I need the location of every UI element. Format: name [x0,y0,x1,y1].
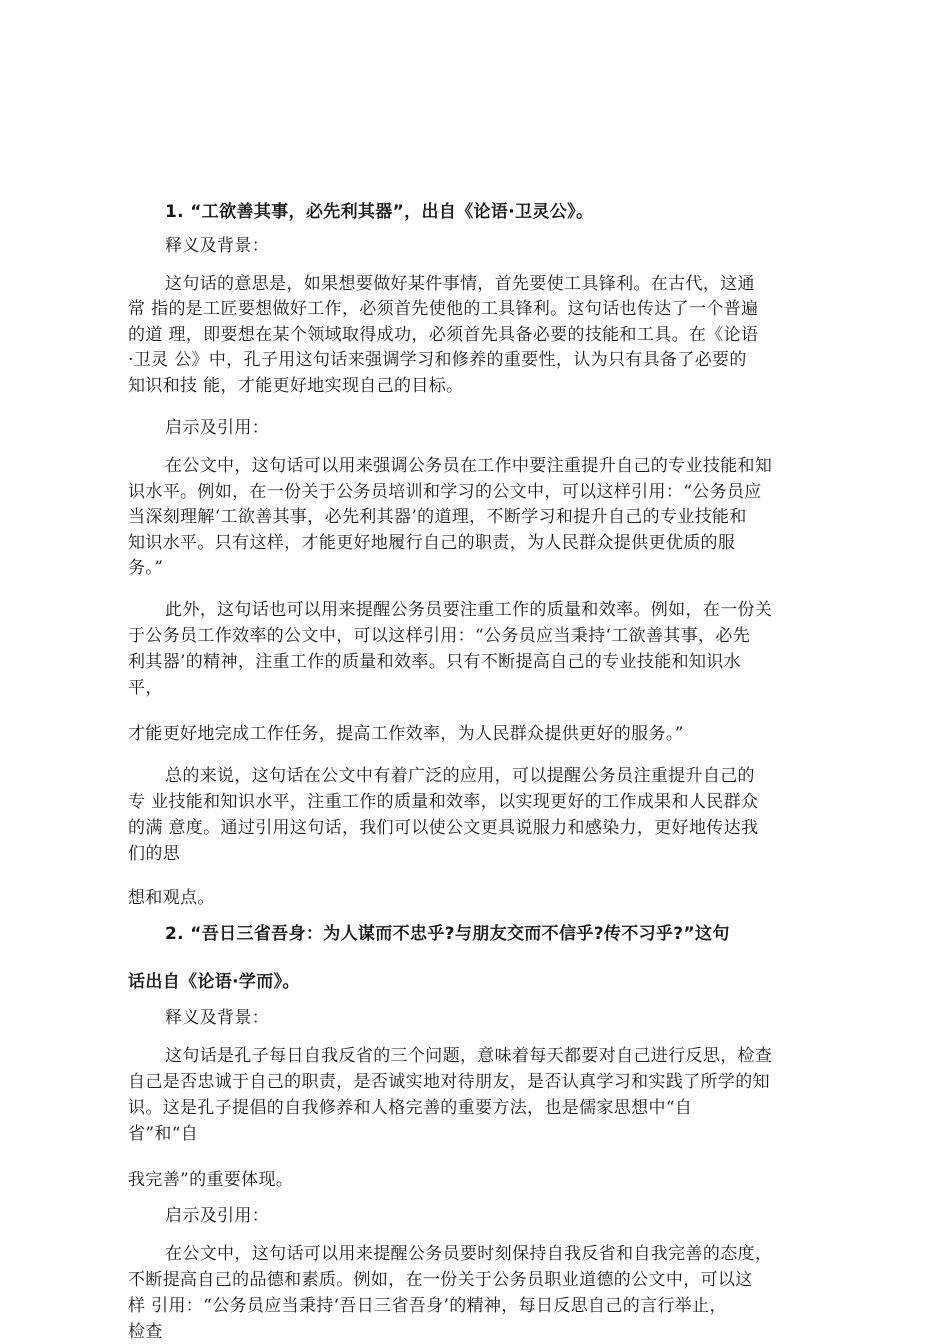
text-line: 释义及背景： [165,236,270,256]
text-line: 这句话是孔子每日自我反省的三个问题，意味着每天都要对自己进行反思，检查 [165,1046,773,1066]
text-line: 才能更好地完成工作任务，提高工作效率，为人民群众提供更好的服务。” [128,724,684,744]
section-heading-line: 话出自《论语·学而》。 [128,972,300,992]
text-line: 们的思 [128,844,181,864]
text-line: 的满 意度。通过引用这句话，我们可以使公文更具说服力和感染力，更好地传达我 [128,818,759,838]
text-line: 知识和技 能，才能更好地实现自己的目标。 [128,376,464,396]
text-line: 此外，这句话也可以用来提醒公务员要注重工作的质量和效率。例如，在一份关 [165,600,773,620]
text-line: 专 业技能和知识水平，注重工作的质量和效率，以实现更好的工作成果和人民群众 [128,792,759,812]
text-line: 识水平。例如，在一份关于公务员培训和学习的公文中，可以这样引用：“公务员应 [128,482,762,502]
text-line: 启示及引用： [165,1206,270,1226]
text-line: 知识水平。只有这样，才能更好地履行自己的职责，为人民群众提供更优质的服 [128,533,736,553]
text-line: 在公文中，这句话可以用来强调公务员在工作中要注重提升自己的专业技能和知 [165,456,773,476]
text-line: 在公文中，这句话可以用来提醒公务员要时刻保持自我反省和自我完善的态度， [165,1244,773,1264]
text-line: 我完善”的重要体现。 [128,1170,294,1190]
text-line: 启示及引用： [165,418,270,438]
section-heading-line: 1. “工欲善其事，必先利其器”，出自《论语·卫灵公》。 [165,202,594,222]
text-line: 识。这是孔子提倡的自我修养和人格完善的重要方法，也是儒家思想中“自 [128,1098,693,1118]
text-line: 这句话的意思是，如果想要做好某件事情，首先要使工具锋利。在古代，这通 [165,274,755,294]
text-line: 不断提高自己的品德和素质。例如，在一份关于公务员职业道德的公文中，可以这 [128,1270,753,1290]
text-line: 省”和“自 [128,1124,199,1144]
text-line: 的道 理，即要想在某个领域取得成功，必须首先具备必要的技能和工具。在《论语 [128,325,759,345]
text-line: 样 引用：“公务员应当秉持‘吾日三省吾身’的精神，每日反思自己的言行举止， [128,1296,727,1316]
text-line: 于公务员工作效率的公文中，可以这样引用：“公务员应当秉持‘工欲善其事，必先 [128,626,751,646]
text-line: 务。” [128,558,164,578]
text-line: 平， [128,678,163,698]
text-line: 自己是否忠诚于自己的职责，是否诚实地对待朋友，是否认真学习和实践了所学的知 [128,1072,770,1092]
text-line: 总的来说，这句话在公文中有着广泛的应用，可以提醒公务员注重提升自己的 [165,766,755,786]
text-line: 释义及背景： [165,1008,270,1028]
text-line: 常 指的是工匠要想做好工作，必须首先使他的工具锋利。这句话也传达了一个普遍 [128,299,759,319]
section-heading-line: 2. “吾日三省吾身：为人谋而不忠乎?与朋友交而不信乎?传不习乎?”这句 [165,924,730,944]
text-line: 利其器’的精神，注重工作的质量和效率。只有不断提高自己的专业技能和知识水 [128,652,742,672]
text-line: 检查 [128,1322,163,1342]
text-line: 想和观点。 [128,888,215,908]
text-line: 当深刻理解‘工欲善其事，必先利其器’的道理，不断学习和提升自己的专业技能和 [128,507,747,527]
text-line: ·卫灵 公》中，孔子用这句话来强调学习和修养的重要性，认为只有具备了必要的 [128,350,747,370]
